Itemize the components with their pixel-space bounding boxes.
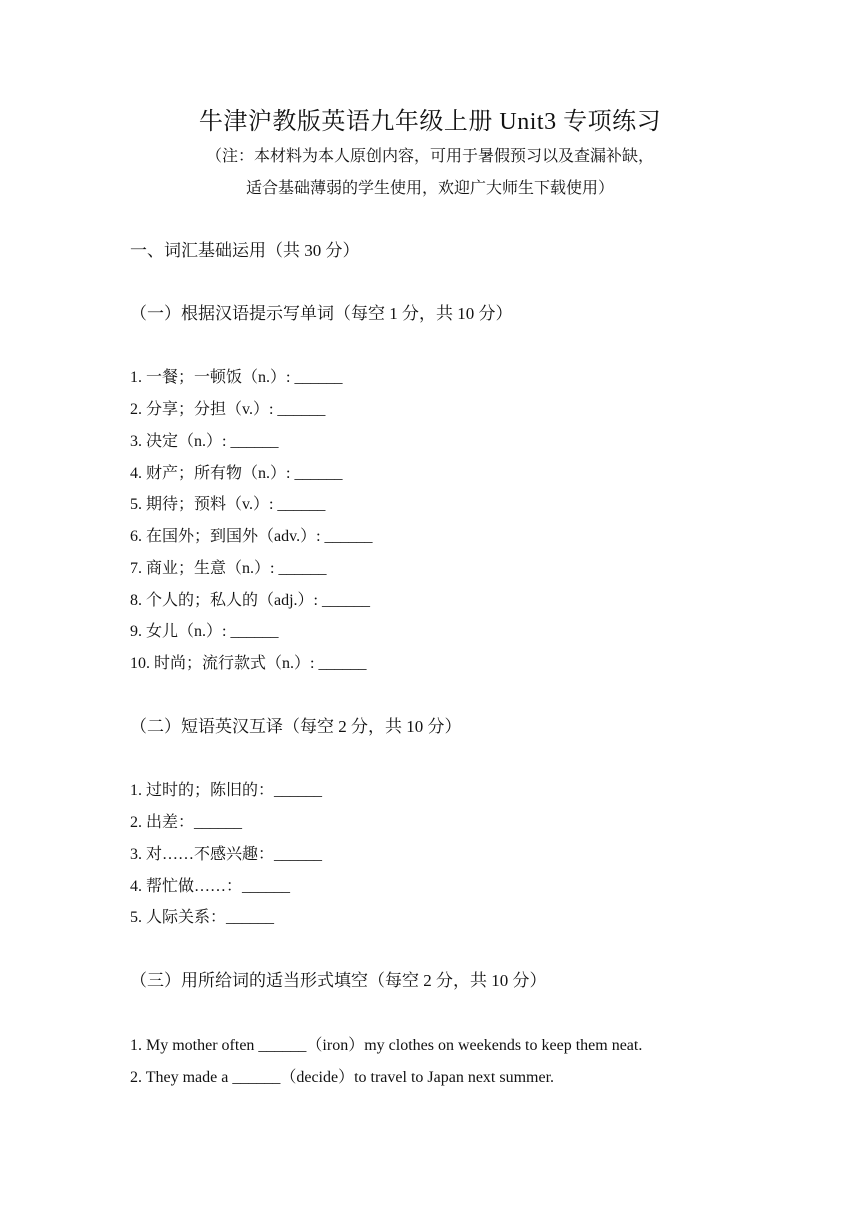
exercise-item: 10. 时尚；流行款式（n.）: ______ xyxy=(130,655,367,672)
section-heading-vocabulary: 一、词汇基础运用（共 30 分） xyxy=(130,241,360,260)
exercise-item: 1. 过时的；陈旧的：______ xyxy=(130,782,323,799)
exercise-item: 9. 女儿（n.）: ______ xyxy=(130,623,279,640)
exercise-item: 5. 期待；预料（v.）: ______ xyxy=(130,496,326,513)
exercise-item: 3. 对……不感兴趣：______ xyxy=(130,846,323,863)
exercise-item: 2. 分享；分担（v.）: ______ xyxy=(130,401,326,418)
document-title: 牛津沪教版英语九年级上册 Unit3 专项练习 xyxy=(198,109,662,135)
exercise-item: 3. 决定（n.）: ______ xyxy=(130,433,279,450)
exercise-item: 1. My mother often ______（iron）my clothes on weekends to keep them neat. xyxy=(130,1037,643,1054)
exercise-item: 2. They made a ______（decide）to travel to Japan next summer. xyxy=(130,1069,555,1086)
exercise-item: 4. 帮忙做……：______ xyxy=(130,878,291,895)
exercise-item: 4. 财产；所有物（n.）: ______ xyxy=(130,465,343,482)
author-note-line-1: （注：本材料为本人原创内容，可用于暑假预习以及查漏补缺， xyxy=(205,148,654,165)
exercise-item: 5. 人际关系：______ xyxy=(130,909,275,926)
exercise-item: 2. 出差：______ xyxy=(130,814,243,831)
exercise-item: 1. 一餐；一顿饭（n.）: ______ xyxy=(130,369,343,386)
author-note-line-2: 适合基础薄弱的学生使用，欢迎广大师生下载使用） xyxy=(245,180,614,197)
part-heading-word-forms: （三）用所给词的适当形式填空（每空 2 分，共 10 分） xyxy=(130,971,547,990)
exercise-item: 8. 个人的；私人的（adj.）: ______ xyxy=(130,592,370,609)
part-heading-word-writing: （一）根据汉语提示写单词（每空 1 分，共 10 分） xyxy=(130,304,513,323)
exercise-item: 7. 商业；生意（n.）: ______ xyxy=(130,560,327,577)
part-heading-phrase-translation: （二）短语英汉互译（每空 2 分，共 10 分） xyxy=(130,717,462,736)
exercise-item: 6. 在国外；到国外（adv.）: ______ xyxy=(130,528,373,545)
